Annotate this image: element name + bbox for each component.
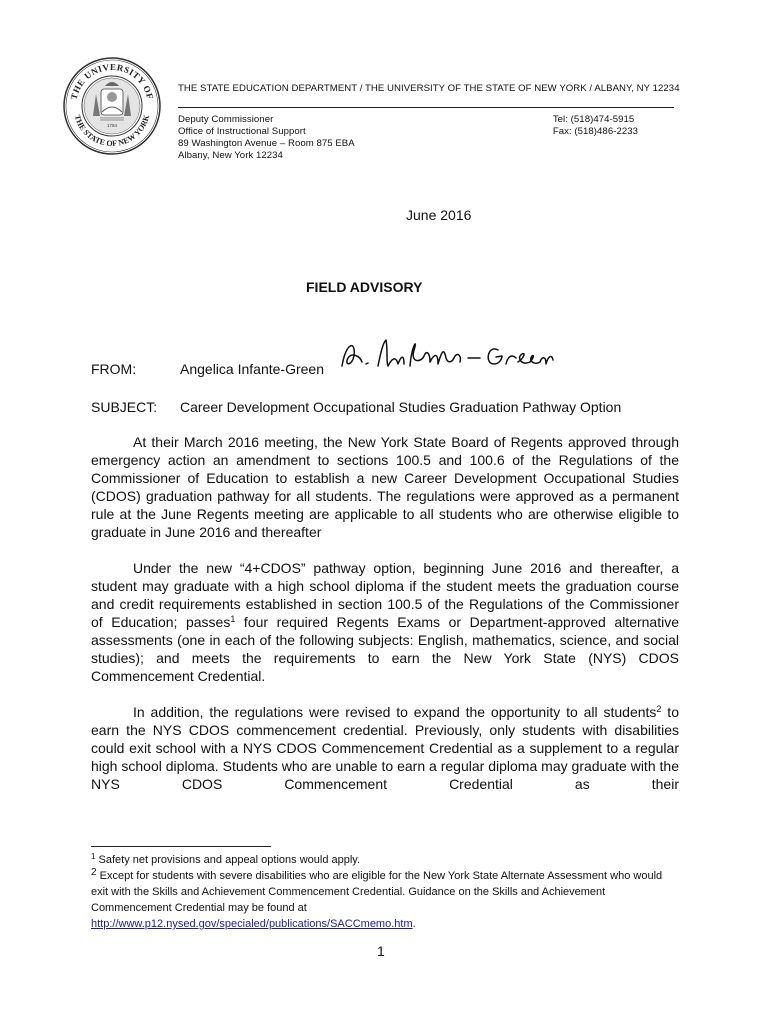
subject-label: SUBJECT: (91, 399, 158, 415)
sacc-memo-link[interactable]: http://www.p12.nysed.gov/specialed/publications/SACCmemo.htm (91, 918, 413, 930)
svg-text:THE UNIVERSITY OF: THE UNIVERSITY OF (68, 61, 156, 101)
footnote-1: $^1$ Safety net provisions and appeal options would apply. (91, 852, 361, 866)
from-value: Angelica Infante-Green (180, 361, 324, 377)
document-heading: FIELD ADVISORY (306, 279, 423, 295)
svg-text:THE STATE OF NEW YORK: THE STATE OF NEW YORK (72, 113, 152, 149)
letter-body (91, 433, 679, 793)
contact-info (553, 114, 638, 162)
address-line: 89 Washington Avenue – Room 875 EBA (178, 138, 355, 149)
address-line: Albany, New York 12234 (178, 150, 283, 161)
footnote-divider (91, 846, 271, 847)
state-seal-logo (62, 56, 162, 156)
subject-line (91, 399, 621, 415)
address-line: Deputy Commissioner (178, 114, 274, 125)
footnote-ref-1: 1 (230, 614, 236, 624)
page-number: 1 (377, 943, 385, 959)
from-label: FROM: (91, 361, 137, 377)
sender-address (178, 114, 355, 162)
paragraph-2: Under the new “4+CDOS” pathway option, beginning June 2016 and thereafter, a student may graduate with a high school diploma if the student meets the graduation course and credit requirements established in section 100.5 of the Regulations of the Commissioner of Education; passes$^1$ four required Regents Exams or Department-approved alternative assessments (one in each of the following subjects: English, mathematics, science, and social studies); and meets the requirements to earn the New York State (NYS) CDOS Commencement Credential. (91, 560, 679, 684)
paragraph-3: In addition, the regulations were revised to expand the opportunity to all students$^2$ to earn the NYS CDOS commencement credential. Previously, only students with disabilities could exit school with a NYS CDOS Commencement Credential as a supplement to a regular high school diploma. Students who are unable to earn a regular diploma may graduate with the NYS CDOS Commencement Credential as their (91, 704, 679, 792)
svg-text:1784: 1784 (106, 123, 118, 128)
handwritten-signature (338, 336, 554, 376)
footnotes (91, 852, 679, 932)
subject-value: Career Development Occupational Studies Graduation Pathway Option (180, 399, 622, 415)
letterhead (178, 83, 680, 162)
paragraph-1: At their March 2016 meeting, the New York State Board of Regents approved through emergency action an amendment to sections 100.5 and 100.6 of the Regulations of the Commissioner of Education to establish a new Career Development Occupational Studies (CDOS) graduation pathway for all students. The regulations were approved as a permanent rule at the June Regents meeting are applicable to all students who are otherwise eligible to graduate in June 2016 and thereafter (91, 434, 679, 540)
from-line (91, 361, 324, 377)
address-line: Office of Instructional Support (178, 126, 306, 137)
footnote-ref-2: 2 (656, 704, 662, 714)
document-date: June 2016 (406, 207, 472, 223)
letterhead-title: THE STATE EDUCATION DEPARTMENT / THE UNIVERSITY OF THE STATE OF NEW YORK / ALBANY, NY 12234 (178, 83, 674, 108)
phone-number: Tel: (518)474-5915 (552, 114, 635, 125)
footnote-2: $^2$ Except for students with severe disabilities who are eligible for the New York State Alternate Assessment who would exit with the Skills and Achievement Commencement Credential. Guidance on the Skills and Achievement Commencement Credential may be found at http://www.p12.nysed.gov/specialed/publications/SACCmemo.htm. (91, 867, 663, 930)
fax-number: Fax: (518)486-2233 (552, 126, 638, 137)
